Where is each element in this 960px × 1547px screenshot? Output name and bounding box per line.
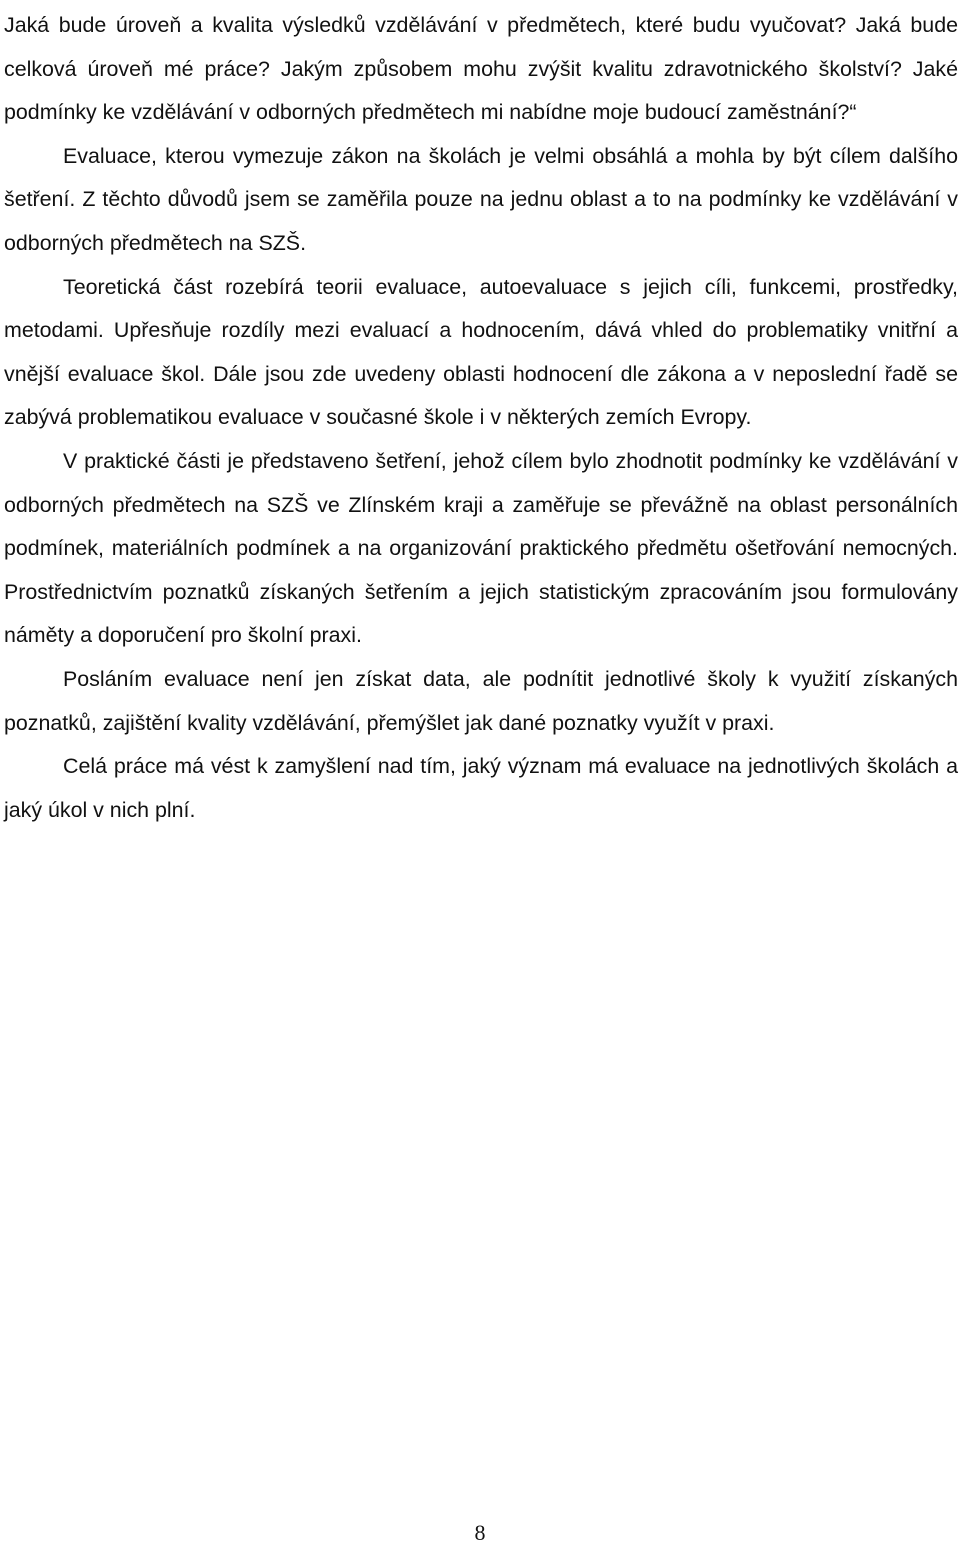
body-text	[4, 4, 958, 832]
paragraph: Evaluace, kterou vymezuje zákon na školách je velmi obsáhlá a mohla by být cílem dalšího šetření. Z těchto důvodů jsem se zaměřila pouze na jednu oblast a to na podmínky ke vzdělávání v odborných předmětech na SZŠ.	[4, 143, 958, 255]
paragraph: Jaká bude úroveň a kvalita výsledků vzdělávání v předmětech, které budu vyučovat? Jaká bude celková úroveň mé práce? Jakým způsobem mohu zvýšit kvalitu zdravotnického školství? Jaké podmínky ke vzdělávání v odborných předmětech mi nabídne moje budoucí zaměstnání?“	[4, 13, 958, 125]
paragraph: Posláním evaluace není jen získat data, ale podnítit jednotlivé školy k využití získaných poznatků, zajištění kvality vzdělávání, přemýšlet jak dané poznatky využít v praxi.	[4, 666, 958, 735]
paragraph: V praktické části je představeno šetření, jehož cílem bylo zhodnotit podmínky ke vzdělávání v odborných předmětech na SZŠ ve Zlínském kraji a zaměřuje se převážně na oblast personálních podmínek, materiálních podmínek a na organizování praktického předmětu ošetřování nemocných. Prostřednictvím poznatků získaných šetřením a jejich statistickým zpracováním jsou formulovány náměty a doporučení pro školní praxi.	[4, 448, 958, 648]
paragraph: Teoretická část rozebírá teorii evaluace, autoevaluace s jejich cíli, funkcemi, prostředky, metodami. Upřesňuje rozdíly mezi evaluací a hodnocením, dává vhled do problematiky vnitřní a vnější evaluace škol. Dále jsou zde uvedeny oblasti hodnocení dle zákona a v neposlední řadě se zabývá problematikou evaluace v současné škole i v některých zemích Evropy.	[4, 274, 958, 430]
paragraph: Celá práce má vést k zamyšlení nad tím, jaký význam má evaluace na jednotlivých školách a jaký úkol v nich plní.	[4, 754, 958, 822]
page-number: 8	[474, 1520, 486, 1545]
